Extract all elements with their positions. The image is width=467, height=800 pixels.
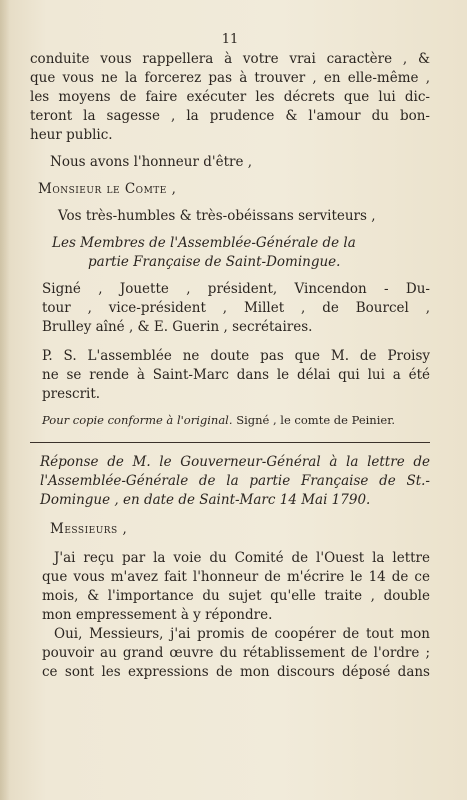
text-line: que vous m'avez fait l'honneur de m'écrire le 14 de ce [42, 569, 430, 585]
copy-note [30, 412, 430, 428]
text-line: Oui, Messieurs, j'ai promis de coopérer de tout mon [54, 626, 430, 642]
text-line: J'ai reçu par la voie du Comité de l'Ouest la lettre [54, 550, 430, 566]
text-line: prescrit. [42, 386, 101, 402]
text-line: partie Française de Saint-Domingue. [88, 254, 341, 270]
text-line: ne se rende à Saint-Marc dans le délai qui lui a été [42, 367, 430, 383]
text-line: Domingue , en date de Saint-Marc 14 Mai 1790. [40, 492, 371, 508]
page-text [30, 30, 430, 682]
messieurs-salutation: Messieurs , [50, 521, 128, 537]
text-line: Brulley aîné , & E. Guerin , secrétaires. [42, 319, 313, 335]
paragraph-conclusion [30, 50, 430, 145]
section-divider [30, 442, 430, 443]
copy-note-signature: Signé , le comte de Peinier. [236, 413, 396, 427]
closing: Vos très-humbles & très-obéissans serviteurs , [58, 208, 376, 224]
page-number: 11 [221, 32, 239, 47]
reply-heading [30, 453, 430, 510]
paragraph-reply-1 [30, 549, 430, 625]
text-line: mon empressement à y répondre. [42, 607, 273, 623]
page-spine-shadow [0, 0, 10, 800]
signatures [30, 280, 430, 337]
salutation: Nous avons l'honneur d'être , [50, 154, 253, 170]
text-line: conduite vous rappellera à votre vrai caractère , & [30, 51, 430, 67]
text-line: ce sont les expressions de mon discours déposé dans [42, 664, 430, 680]
text-line: Réponse de M. le Gouverneur-Général à la lettre de [40, 454, 430, 470]
text-line: l'Assemblée-Générale de la partie Française de St.- [40, 473, 430, 489]
text-line: Signé , Jouette , président, Vincendon - Du- [42, 281, 430, 297]
text-line: que vous ne la forcerez pas à trouver , en elle-même , [30, 70, 430, 86]
text-line: heur public. [30, 127, 113, 143]
text-line: tour , vice-président , Millet , de Bourcel , [42, 300, 430, 316]
text-line: teront la sagesse , la prudence & l'amour du bon- [30, 108, 430, 124]
text-line: pouvoir au grand œuvre du rétablissement de l'ordre ; [42, 645, 430, 661]
copy-note-italic: Pour copie conforme à l'original. [42, 413, 233, 427]
text-line: mois, & l'importance du sujet qu'elle traite , double [42, 588, 430, 604]
text-line: Les Membres de l'Assemblée-Générale de la [52, 235, 356, 251]
postscript [30, 347, 430, 404]
signers-block [30, 234, 430, 272]
text-line: P. S. L'assemblée ne doute pas que M. de Proisy [42, 348, 430, 364]
text-line: les moyens de faire exécuter les décrets que lui dic- [30, 89, 430, 105]
address: Monsieur le Comte , [38, 181, 177, 197]
paragraph-reply-2 [30, 625, 430, 682]
